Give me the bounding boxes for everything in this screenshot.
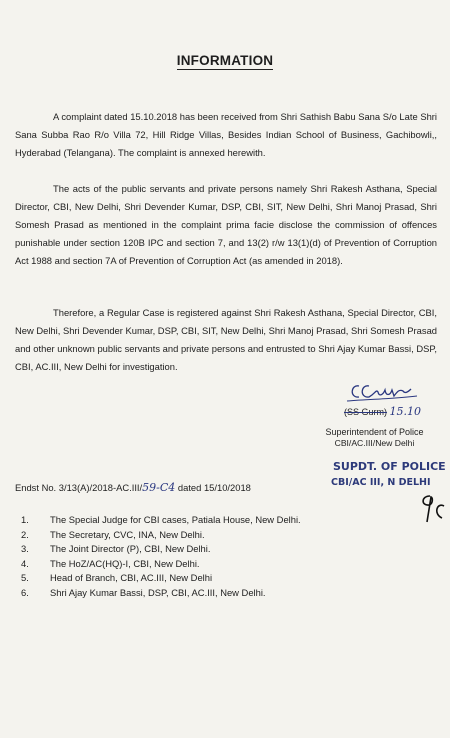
list-item — [21, 558, 421, 573]
list-item — [21, 529, 421, 544]
stamp-line-2: CBI/AC III, N DELHI — [331, 477, 431, 488]
signatory-designation: Superintendent of Police — [325, 427, 424, 437]
list-number: 3. — [21, 543, 29, 555]
stamp-line-1: SUPDT. OF POLICE — [333, 460, 446, 473]
paragraph-complaint-text: A complaint dated 15.10.2018 has been received from Shri Sathish Babu Sana S/o Late Shri Sana Subba Rao R/o Villa 72, Hill Ridge Villas, Besides Indian School of Business, Gachibowli,, Hyderabad (Telangana). The complaint is annexed herewith. — [15, 111, 437, 158]
list-number: 2. — [21, 528, 29, 540]
paragraph-acts — [15, 180, 437, 270]
signature-name-line — [344, 406, 450, 418]
handwritten-initials — [418, 492, 448, 528]
document-title — [0, 53, 450, 68]
signatory-name: (SS Gurm) — [344, 407, 388, 417]
paragraph-case-registered — [15, 304, 437, 376]
title-text: INFORMATION — [176, 53, 274, 68]
list-text: Head of Branch, CBI, AC.III, New Delhi — [50, 572, 213, 584]
endorsement-date: dated 15/10/2018 — [175, 482, 251, 493]
list-text: The HoZ/AC(HQ)-I, CBI, New Delhi. — [50, 557, 200, 569]
list-item — [21, 587, 421, 602]
paragraph-case-text: Therefore, a Regular Case is registered against Shri Rakesh Asthana, Special Director, CBI, New Delhi, Shri Devender Kumar, DSP, CBI, SIT, New Delhi, Shri Manoj Prasad, Shri Somesh Prasad and other unknown public servants and private persons and entrusted to Shri Ajay Kumar Bassi, DSP, CBI, AC.III, New Delhi for investigation. — [15, 307, 437, 372]
endorsement-number-handwritten: 59-C4 — [142, 481, 176, 494]
list-text: The Joint Director (P), CBI, New Delhi. — [50, 543, 211, 555]
signature-date-handwritten: 15.10 — [389, 405, 422, 418]
paragraph-acts-text: The acts of the public servants and private persons namely Shri Rakesh Asthana, Special Director, CBI, New Delhi, Shri Devender Kumar, DSP, CBI, SIT, New Delhi, Shri Manoj Prasad, Shri Somesh Prasad as mentioned in the complaint prima facie disclose the commission of offences punishable under section 120B IPC and section 7, and 13(2) r/w 13(1)(d) of Prevention of Corruption Act 1988 and section 7A of Prevention of Corruption Act (as amended in 2018). — [15, 183, 437, 266]
list-number: 1. — [21, 514, 29, 525]
endorsement-prefix: Endst No. 3/13(A)/2018-AC.III/ — [15, 482, 143, 493]
endorsement-line — [15, 481, 251, 494]
handwritten-signature — [345, 380, 420, 406]
list-text: Shri Ajay Kumar Bassi, DSP, CBI, AC.III, New Delhi. — [50, 586, 266, 598]
list-number: 4. — [21, 557, 29, 569]
list-number: 6. — [21, 586, 29, 598]
list-item — [21, 514, 421, 529]
list-text: The Special Judge for CBI cases, Patiala House, New Delhi. — [50, 514, 301, 525]
list-item — [21, 543, 421, 558]
distribution-list — [21, 514, 421, 602]
paragraph-complaint — [15, 108, 437, 162]
list-item — [21, 572, 421, 587]
signatory-office: CBI/AC.III/New Delhi — [334, 438, 415, 448]
list-number: 5. — [21, 572, 29, 584]
list-text: The Secretary, CVC, INA, New Delhi. — [50, 528, 205, 540]
